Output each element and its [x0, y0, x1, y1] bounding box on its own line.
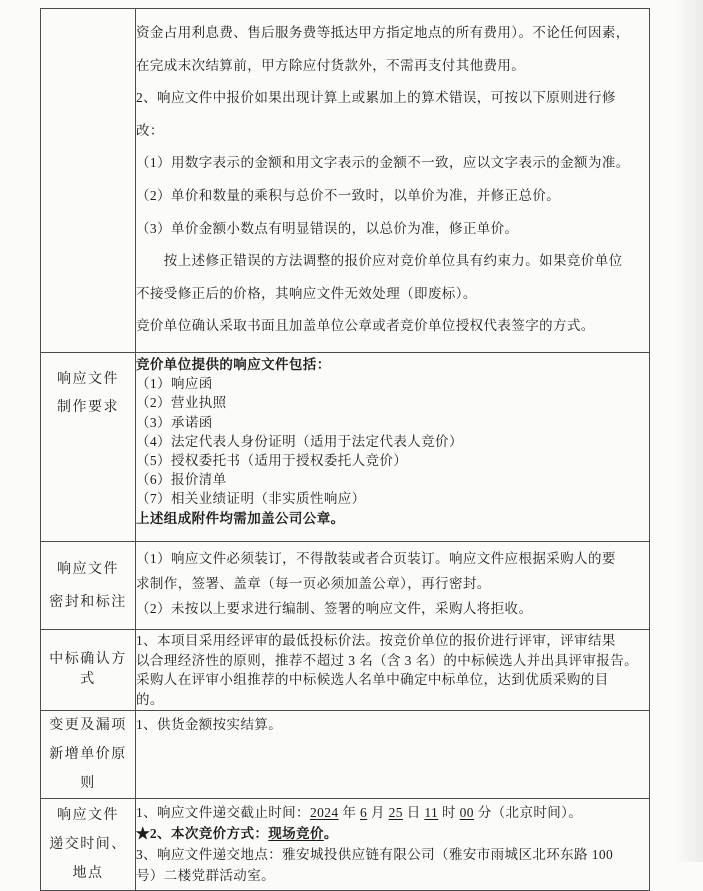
- content-line: [136, 310, 649, 343]
- content-line: [136, 82, 649, 115]
- row-header-line: 递交时间、: [49, 837, 127, 852]
- text-segment: （3）承诺函: [136, 414, 213, 430]
- text-segment: （2）营业执照: [136, 395, 227, 411]
- row-header-line: 密封和标注: [49, 594, 127, 610]
- table-row: [41, 9, 650, 353]
- text-segment: 采购人在评审小组推荐的中标候选人名单中确定中标单位，达到优质采购的目: [136, 672, 609, 687]
- content-line: [136, 413, 649, 432]
- text-segment: 1、供货金额按实结算。: [136, 717, 283, 732]
- row-content-cell: [136, 353, 650, 542]
- text-segment: 2、响应文件中报价如果出现计算上或累加上的算术错误，可按以下原则进行修: [136, 90, 616, 106]
- row-content-cell: [136, 799, 650, 891]
- table-body: [41, 9, 650, 891]
- content-line: [136, 432, 649, 451]
- content-line: [136, 714, 649, 735]
- content-line: [136, 596, 649, 621]
- text-segment: （5）授权委托书（适用于授权委托人竞价）: [136, 453, 408, 469]
- text-segment: 。: [323, 826, 338, 841]
- row-header-cell: [41, 9, 136, 353]
- content-line: [136, 17, 649, 50]
- text-segment: 00: [459, 805, 474, 820]
- row-header-line: 响应文件: [57, 808, 119, 823]
- content-line: [136, 546, 649, 571]
- row-header-line: 地点: [72, 866, 104, 881]
- text-segment: 3、响应文件递交地点：雅安城投供应链有限公司（雅安市雨城区北环东路 100: [136, 847, 614, 862]
- text-segment: 上述组成附件均需加盖公司公章。: [136, 510, 345, 526]
- content-line: [136, 509, 649, 528]
- text-segment: 不接受修正后的价格，其响应文件无效处理（即废标）。: [136, 285, 477, 301]
- content-line: [136, 180, 649, 213]
- text-segment: 资金占用利息费、售后服务费等抵达甲方指定地点的所有费用）。不论任何因素，: [136, 25, 630, 40]
- text-segment: （1）响应函: [136, 376, 213, 392]
- content-line: [136, 115, 649, 148]
- table-row: [41, 630, 650, 711]
- text-segment: 25: [388, 805, 403, 820]
- text-segment: （2）未按以上要求进行编制、签署的响应文件，采购人将拒收。: [136, 601, 533, 616]
- text-segment: （4）法定代表人身份证明（适用于法定代表人竞价）: [136, 433, 463, 449]
- content-line: [136, 355, 649, 374]
- text-segment: 的。: [136, 691, 164, 707]
- row-content-cell: [136, 711, 650, 799]
- text-segment: 号）二楼党群活动室。: [136, 868, 275, 883]
- text-segment: 月: [367, 805, 389, 820]
- text-segment: 时: [438, 805, 460, 820]
- content-line: [136, 374, 649, 393]
- text-segment: 1、本项目采用经评审的最低投标价法。按竞价单位的报价进行评审，评审结果: [136, 633, 616, 648]
- content-line: [136, 393, 649, 412]
- text-segment: 分（北京时间）。: [473, 805, 583, 820]
- text-segment: 以合理经济性的原则，推荐不超过 3 名（含 3 名）的中标候选人并出具评审报告。: [136, 652, 638, 668]
- content-line: [136, 823, 649, 844]
- bidding-requirements-table: [40, 8, 650, 891]
- text-segment: 2024: [309, 805, 339, 820]
- text-segment: 按上述修正错误的方法调整的报价应对竞价单位具有约束力。如果竞价单位: [136, 253, 623, 269]
- table-row: [41, 711, 650, 799]
- content-line: [136, 489, 649, 508]
- row-header-line: 中标确认方: [49, 652, 127, 667]
- row-header-line: 响应文件: [57, 561, 119, 577]
- content-line: [136, 470, 649, 489]
- text-segment: 1、响应文件递交截止时间：: [136, 805, 310, 820]
- content-line: [136, 213, 649, 246]
- content-line: [136, 278, 649, 311]
- row-content-cell: [136, 9, 650, 353]
- text-segment: 日: [402, 805, 425, 820]
- row-header-line: 新增单价原: [49, 747, 127, 762]
- row-header-line: 式: [80, 672, 96, 687]
- text-segment: 年: [338, 805, 361, 820]
- text-segment: （1）用数字表示的金额和用文字表示的金额不一致，应以文字表示的金额为准。: [136, 155, 630, 171]
- content-line: [136, 147, 649, 180]
- content-line: [136, 651, 649, 671]
- row-header-cell: [41, 711, 136, 799]
- row-content-cell: [136, 630, 650, 711]
- table-row: [41, 542, 650, 630]
- table-row: [41, 353, 650, 542]
- text-segment: ★2、本次竞价方式：: [136, 826, 269, 841]
- row-header-cell: [41, 630, 136, 711]
- row-header-line: 变更及漏项: [49, 718, 127, 733]
- content-line: [136, 571, 649, 596]
- row-content-cell: [136, 542, 650, 630]
- row-header-cell: [41, 353, 136, 542]
- content-line: [136, 631, 649, 651]
- text-segment: 11: [424, 805, 439, 820]
- text-segment: 改：: [136, 122, 164, 138]
- table-row: [41, 799, 650, 891]
- content-line: [136, 50, 649, 83]
- content-line: [136, 670, 649, 690]
- text-segment: （2）单价和数量的乘积与总价不一致时，以单价为准，并修正总价。: [136, 187, 561, 203]
- text-segment: 6: [360, 805, 368, 820]
- text-segment: 在完成末次结算前，甲方除应付货款外，不需再支付其他费用。: [136, 57, 526, 73]
- text-segment: （3）单价金额小数点有明显错误的，以总价为准，修正单价。: [136, 220, 519, 236]
- content-line: [136, 451, 649, 470]
- text-segment: （6）报价清单: [136, 472, 227, 488]
- text-segment: （7）相关业绩证明（非实质性响应）: [136, 491, 366, 507]
- row-header-line: 响应文件: [57, 372, 119, 387]
- text-segment: 现场竞价: [268, 826, 324, 841]
- content-line: [136, 802, 649, 823]
- content-line: [136, 865, 649, 886]
- text-segment: （1）响应文件必须装订，不得散装或者合页装订。响应文件应根据采购人的要: [136, 551, 616, 566]
- row-header-line: 制作要求: [57, 400, 119, 415]
- text-segment: 求制作，签署、盖章（每一页必须加盖公章），再行密封。: [136, 576, 491, 591]
- row-header-line: 则: [80, 776, 96, 791]
- text-segment: 竞价单位提供的响应文件包括：: [136, 357, 331, 372]
- row-header-cell: [41, 542, 136, 630]
- text-segment: 竞价单位确认采取书面且加盖单位公章或者竞价单位授权代表签字的方式。: [136, 318, 595, 334]
- content-line: [136, 245, 649, 278]
- row-header-cell: [41, 799, 136, 891]
- content-line: [136, 690, 649, 710]
